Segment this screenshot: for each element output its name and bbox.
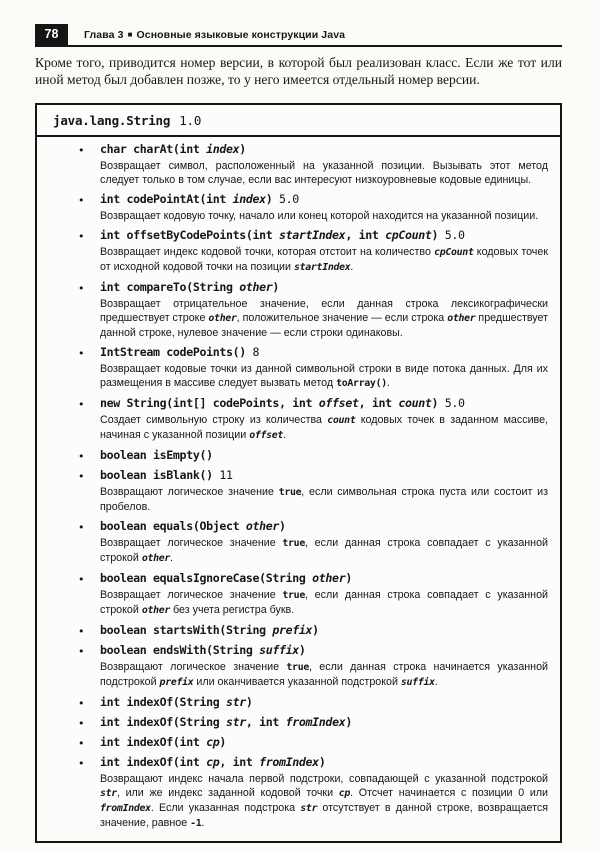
method-signature: • boolean equalsIgnoreCase(String other)	[100, 571, 352, 585]
parameter-name: index	[232, 192, 266, 206]
page-number: 78	[44, 27, 59, 41]
method-item	[37, 695, 550, 710]
parameter-name: str	[225, 695, 246, 709]
api-class-version: 1.0	[179, 113, 202, 128]
method-item	[37, 228, 550, 275]
parameter-name: count	[327, 415, 356, 426]
parameter-name: other	[208, 313, 237, 324]
method-signature: • new String(int[] codePoints, int offset, int count) 5.0	[100, 396, 465, 410]
intro-paragraph: Кроме того, приводится номер версии, в которой был реализован класс. Если же тот или иной метод был добавлен позже, то у него имеется отдельный номер версии.	[35, 55, 562, 87]
method-item	[37, 192, 550, 223]
parameter-name: cpCount	[434, 247, 474, 258]
method-signature: • int compareTo(String other)	[100, 280, 280, 294]
method-description: Возвращает индекс кодовой точки, которая отстоит на количество cpCount кодовых точек от исходной кодовой точки на позиции startIndex.	[100, 246, 548, 273]
method-signature: • int codePointAt(int index) 5.0	[100, 192, 299, 206]
method-item	[37, 735, 550, 750]
parameter-name: offset	[249, 430, 284, 441]
method-signature: • int indexOf(String str, int fromIndex)	[100, 715, 352, 729]
parameter-name: offset	[318, 396, 359, 410]
method-signature: • boolean startsWith(String prefix)	[100, 623, 319, 637]
method-signature: • int indexOf(int cp)	[100, 735, 226, 749]
method-item	[37, 623, 550, 638]
parameter-name: startIndex	[293, 262, 351, 273]
method-item	[37, 715, 550, 730]
method-signature: • boolean isBlank() 11	[100, 468, 233, 482]
page-number-box	[35, 24, 68, 45]
parameter-name: count	[398, 396, 432, 410]
method-item	[37, 448, 550, 463]
method-item	[37, 142, 550, 187]
parameter-name: other	[239, 280, 273, 294]
parameter-name: index	[206, 142, 240, 156]
method-description: Возвращает логическое значение true, если данная строка совпадает с указанной строкой other без учета регистра букв.	[100, 589, 548, 616]
chapter-title: Основные языковые конструкции Java	[136, 28, 346, 41]
parameter-name: fromIndex	[285, 715, 346, 729]
parameter-name: suffix	[400, 677, 435, 688]
method-description: Возвращают индекс начала первой подстроки, совпадающей с указанной подстрокой str, или же индекс заданной кодовой точки cp. Отсчет начинается с позиции 0 или fromIndex. Если указанная подстрока str отсутствует в данной строке, возвращается значение, равное -1.	[100, 773, 549, 829]
api-box	[35, 103, 562, 843]
method-item	[37, 396, 550, 443]
parameter-name: other	[141, 553, 171, 564]
method-description: Возвращает отрицательное значение, если данная строка лексикографически предшествует строке other, положительное значение — если строка other предшествует данной строке, нулевое значение — если строки одинаковы.	[100, 298, 548, 339]
parameter-name: cp	[206, 735, 220, 749]
parameter-name: prefix	[272, 623, 313, 637]
method-item	[37, 519, 550, 566]
method-description: Возвращает кодовые точки из данной символьной строки в виде потока данных. Для их размещения в массиве следует вызвать метод toArray().	[100, 363, 548, 389]
method-item	[37, 643, 550, 690]
parameter-name: other	[447, 313, 476, 324]
parameter-name: cpCount	[385, 228, 432, 242]
method-version: 5.0	[438, 228, 465, 242]
method-signature: • int indexOf(int cp, int fromIndex)	[100, 755, 326, 769]
method-signature: • boolean equals(Object other)	[100, 519, 286, 533]
code-literal: true	[282, 590, 305, 601]
page-header	[35, 24, 562, 47]
parameter-name: cp	[338, 788, 351, 799]
code-literal: true	[286, 662, 309, 673]
api-class-title	[37, 105, 560, 137]
parameter-name: fromIndex	[100, 803, 151, 814]
parameter-name: str	[225, 715, 246, 729]
method-version: 11	[212, 468, 233, 482]
method-version: 5.0	[272, 192, 299, 206]
chapter-separator-icon: ■	[127, 29, 133, 39]
method-signature: • int offsetByCodePoints(int startIndex, int cpCount) 5.0	[100, 228, 465, 242]
method-item	[37, 345, 550, 391]
method-description: Возвращают логическое значение true, если символьная строка пуста или состоит из пробелов.	[100, 486, 548, 513]
parameter-name: fromIndex	[259, 755, 319, 769]
method-signature: • char charAt(int index)	[100, 142, 246, 156]
method-description: Возвращает логическое значение true, если данная строка совпадает с указанной строкой other.	[100, 537, 548, 564]
parameter-name: prefix	[159, 677, 194, 688]
chapter-heading	[84, 25, 345, 45]
method-description: Возвращает символ, расположенный на указанной позиции. Вызывать этот метод следует только в том случае, если вас интересуют низкоуровневые кодовые единицы.	[100, 160, 548, 186]
method-item	[37, 571, 550, 618]
method-signature: • IntStream codePoints() 8	[100, 345, 260, 359]
method-signature: • boolean isEmpty()	[100, 448, 213, 462]
parameter-name: startIndex	[279, 228, 346, 242]
parameter-name: suffix	[259, 643, 299, 657]
code-literal: true	[282, 538, 305, 549]
method-signature: • int indexOf(String str)	[100, 695, 253, 709]
method-description: Создает символьную строку из количества count кодовых точек в заданном массиве, начиная с указанной позиции offset.	[100, 414, 549, 441]
chapter-label: Глава 3	[84, 28, 124, 41]
code-literal: toArray()	[336, 378, 387, 389]
code-literal: true	[278, 487, 302, 498]
parameter-name: other	[141, 605, 171, 616]
method-list	[37, 142, 560, 841]
method-version: 8	[245, 345, 260, 359]
parameter-name: str	[100, 788, 117, 799]
parameter-name: str	[300, 803, 318, 814]
parameter-name: other	[245, 519, 280, 533]
method-description: Возвращают логическое значение true, если данная строка начинается указанной подстрокой prefix или оканчивается указанной подстрокой suffix.	[100, 661, 548, 688]
api-class-name: java.lang.String	[53, 113, 171, 128]
method-item	[37, 755, 550, 831]
method-description: Возвращает кодовую точку, начало или конец которой находится на указанной позиции.	[100, 210, 539, 222]
method-version: 5.0	[438, 396, 465, 410]
parameter-name: other	[312, 571, 346, 585]
method-signature: • boolean endsWith(String suffix)	[100, 643, 306, 657]
method-item	[37, 280, 550, 340]
code-literal: -1	[190, 818, 202, 829]
method-item	[37, 468, 550, 514]
parameter-name: cp	[206, 755, 220, 769]
